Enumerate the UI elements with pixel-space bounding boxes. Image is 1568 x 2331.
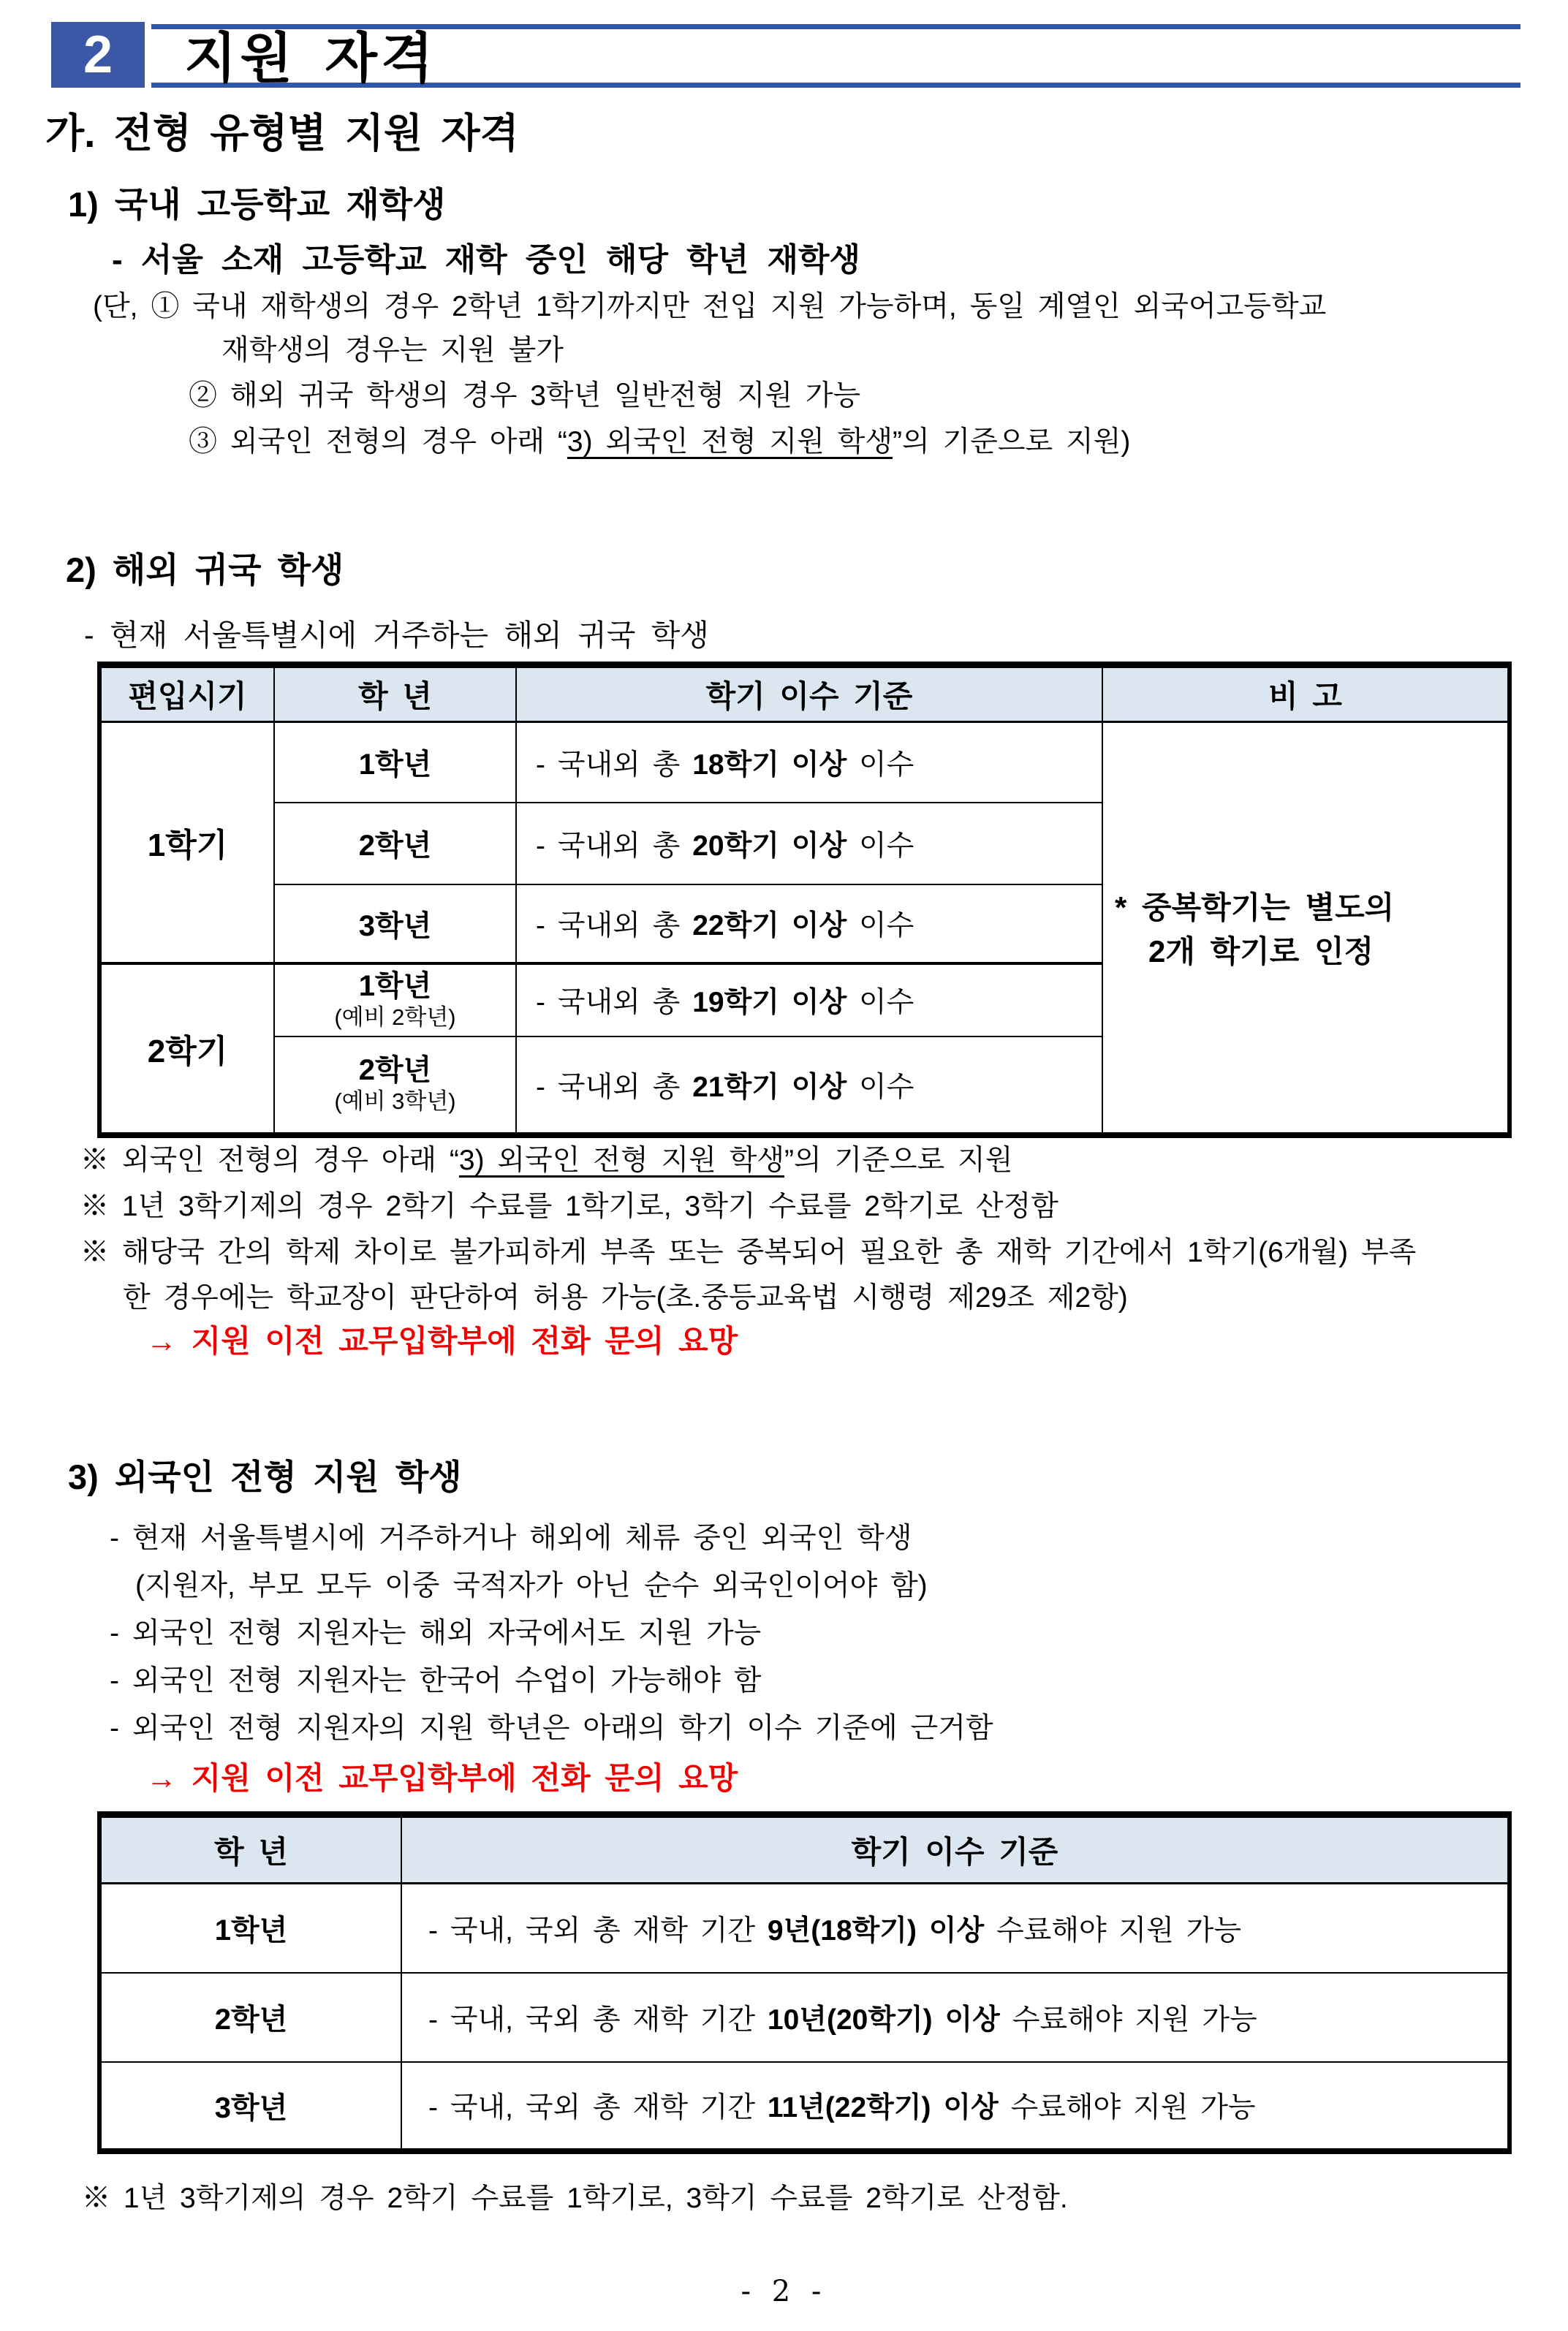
t2-r3-grade: 3학년	[99, 2062, 401, 2151]
sec2-note1-post: ”의 기준으로 지원	[784, 1145, 1013, 1176]
t1-header-transfer-time: 편입시기	[99, 665, 274, 722]
t2-r2-bold: 10년(20학기) 이상	[767, 2004, 1000, 2036]
sec3-call-note: → 지원 이전 교무입학부에 전화 문의 요망	[146, 1761, 738, 1795]
page-number: - 2 -	[741, 2275, 827, 2308]
heading-sec3: 3) 외국인 전형 지원 학생	[68, 1458, 462, 1496]
sec3-line2: (지원자, 부모 모두 이중 국적자가 아닌 순수 외국인이어야 함)	[135, 1570, 928, 1602]
t1-remark-line2: 2개 학기로 인정	[1148, 933, 1374, 969]
t2-r1-criteria	[401, 1884, 1510, 1973]
sec1-line4: ② 해외 귀국 학생의 경우 3학년 일반전형 지원 가능	[189, 380, 861, 412]
t2-r1-grade: 1학년	[99, 1884, 401, 1973]
table-row	[99, 2062, 1510, 2151]
t1-r3-post: 이수	[847, 910, 914, 941]
sec3-line3: - 외국인 전형 지원자는 해외 자국에서도 지원 가능	[110, 1618, 762, 1649]
t2-r2-pre: - 국내, 국외 총 재학 기간	[428, 2004, 768, 2036]
t1-r1-criteria	[516, 722, 1102, 803]
t1-r2-pre: - 국내외 총	[536, 830, 693, 862]
t1-r5-pre: - 국내외 총	[536, 1071, 693, 1103]
t1-header-grade: 학 년	[274, 665, 516, 722]
heading-sec2: 2) 해외 귀국 학생	[66, 550, 344, 589]
sec1-line5	[189, 425, 1130, 459]
sec1-line5-underlined: 3) 외국인 전형 지원 학생	[567, 426, 893, 458]
t1-r1-grade: 1학년	[274, 722, 516, 803]
sec3-line5: - 외국인 전형 지원자의 지원 학년은 아래의 학기 이수 기준에 근거함	[110, 1713, 993, 1744]
section-number-box	[51, 22, 145, 88]
sec1-line3: 재학생의 경우는 지원 불가	[221, 335, 564, 366]
t2-r1-pre: - 국내, 국외 총 재학 기간	[428, 1914, 768, 1947]
sec2-note1	[80, 1144, 1012, 1178]
foreigner-semester-table	[97, 1811, 1512, 2154]
t1-r4-grade	[274, 963, 516, 1036]
t1-remark-line1: * 중복학기는 별도의	[1115, 890, 1395, 925]
t2-r3-post: 수료해야 지원 가능	[998, 2092, 1256, 2123]
t2-header-grade: 학 년	[99, 1815, 401, 1884]
t1-r1-pre: - 국내외 총	[536, 748, 693, 781]
sec2-note3a: ※ 해당국 간의 학제 차이로 불가피하게 부족 또는 중복되어 필요한 총 재학 기간에서 1학기(6개월) 부족	[80, 1237, 1417, 1268]
t1-r5-grade	[274, 1036, 516, 1135]
t2-r3-criteria	[401, 2062, 1510, 2151]
t1-r1-post: 이수	[847, 748, 914, 781]
sec1-line2: (단, ① 국내 재학생의 경우 2학년 1학기까지만 전입 지원 가능하며, 동일 계열인 외국어고등학교	[93, 291, 1327, 322]
t2-r3-pre: - 국내, 국외 총 재학 기간	[428, 2092, 768, 2123]
sec2-line1: - 현재 서울특별시에 거주하는 해외 귀국 학생	[84, 618, 709, 652]
sec3-line1: - 현재 서울특별시에 거주하거나 해외에 체류 중인 외국인 학생	[110, 1523, 912, 1554]
t1-header-criteria: 학기 이수 기준	[516, 665, 1102, 722]
t2-r2-criteria	[401, 1973, 1510, 2062]
t1-term2-cell: 2학기	[99, 963, 274, 1135]
t2-r3-bold: 11년(22학기) 이상	[767, 2092, 999, 2123]
t2-r2-grade: 2학년	[99, 1973, 401, 2062]
t1-term1-cell: 1학기	[99, 722, 274, 963]
sec1-line5-pre: ③ 외국인 전형의 경우 아래 “	[189, 426, 567, 458]
t1-r3-pre: - 국내외 총	[536, 910, 693, 941]
t1-r1-bold: 18학기 이상	[692, 748, 847, 781]
t1-r2-criteria	[516, 803, 1102, 884]
t1-r5-bold: 21학기 이상	[692, 1071, 847, 1103]
heading-sec1: 1) 국내 고등학교 재학생	[68, 185, 446, 224]
sec2-note1-underlined: 3) 외국인 전형 지원 학생	[458, 1145, 784, 1176]
t1-r2-grade: 2학년	[274, 803, 516, 884]
t1-r2-post: 이수	[847, 830, 914, 862]
sec2-note3b: 한 경우에는 학교장이 판단하여 허용 가능(초.중등교육법 시행령 제29조 제2항)	[123, 1282, 1128, 1314]
t1-r3-grade: 3학년	[274, 884, 516, 963]
t1-r3-criteria	[516, 884, 1102, 963]
table-row	[99, 1973, 1510, 2062]
t1-r5-grade-main: 2학년	[358, 1054, 432, 1087]
t1-r5-criteria	[516, 1036, 1102, 1135]
sec3-line4: - 외국인 전형 지원자는 한국어 수업이 가능해야 함	[110, 1665, 762, 1697]
t2-r1-post: 수료해야 지원 가능	[984, 1914, 1242, 1947]
sec1-line1: - 서울 소재 고등학교 재학 중인 해당 학년 재학생	[112, 242, 861, 278]
t1-header-remark: 비 고	[1102, 665, 1510, 722]
sec3-note1: ※ 1년 3학기제의 경우 2학기 수료를 1학기로, 3학기 수료를 2학기로 산정함.	[82, 2183, 1068, 2214]
t1-r5-post: 이수	[847, 1071, 914, 1103]
t1-r3-bold: 22학기 이상	[692, 910, 847, 941]
table-row	[99, 722, 1510, 803]
table-row	[99, 1884, 1510, 1973]
t2-header-criteria: 학기 이수 기준	[401, 1815, 1510, 1884]
t1-r2-bold: 20학기 이상	[692, 830, 847, 862]
t1-r4-post: 이수	[847, 987, 914, 1018]
t1-r4-pre: - 국내외 총	[536, 987, 693, 1018]
t1-r4-grade-sub: (예비 2학년)	[334, 1004, 456, 1030]
t2-r1-bold: 9년(18학기) 이상	[767, 1914, 985, 1947]
t1-r4-bold: 19학기 이상	[692, 987, 847, 1018]
t1-r4-criteria	[516, 963, 1102, 1036]
heading-ga: 가. 전형 유형별 지원 자격	[45, 110, 519, 156]
t1-r5-grade-sub: (예비 3학년)	[334, 1088, 456, 1115]
sec2-note1-pre: ※ 외국인 전형의 경우 아래 “	[80, 1145, 459, 1176]
returnee-semester-table	[97, 662, 1512, 1138]
t1-remark-cell	[1102, 722, 1510, 1135]
page-title: 지원 자격	[184, 28, 437, 88]
sec2-call-note: → 지원 이전 교무입학부에 전화 문의 요망	[146, 1324, 738, 1358]
sec2-note2: ※ 1년 3학기제의 경우 2학기 수료를 1학기로, 3학기 수료를 2학기로 산정함	[80, 1191, 1058, 1222]
sec1-line5-post: ”의 기준으로 지원)	[893, 426, 1131, 458]
t1-r4-grade-main: 1학년	[358, 969, 432, 1002]
t2-r2-post: 수료해야 지원 가능	[999, 2004, 1257, 2036]
section-number: 2	[83, 26, 113, 84]
